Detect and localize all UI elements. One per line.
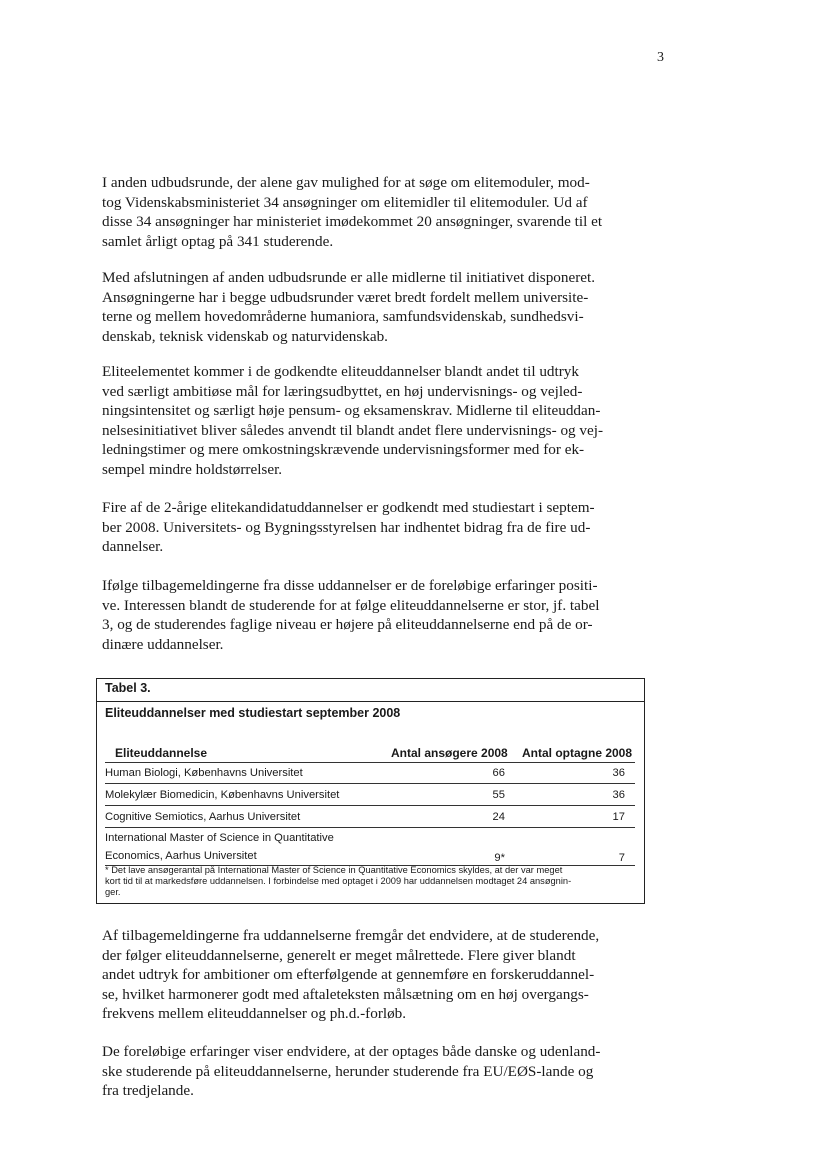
- applicants-value: 66: [492, 767, 505, 779]
- header-underline: [105, 762, 635, 763]
- program-name: Human Biologi, Københavns Universitet: [105, 767, 303, 779]
- text-line: ske studerende på eliteuddannelserne, herunder studerende fra EU/EØS-lande og: [102, 1062, 594, 1080]
- paragraph-7: [102, 1042, 642, 1101]
- paragraph-5: [102, 576, 642, 654]
- text-line: ningsintensitet og særligt høje pensum- og eksamenskrav. Midlerne til eliteuddan-: [102, 402, 601, 419]
- applicants-value: 55: [492, 789, 505, 801]
- applicants-value: 24: [492, 811, 505, 823]
- table-title: Eliteuddannelser med studiestart september 2008: [105, 706, 401, 720]
- table-header-rule: [97, 701, 644, 702]
- text-line: De foreløbige erfaringer viser endvidere, at der optages både danske og udenland-: [102, 1043, 601, 1060]
- text-line: tog Videnskabsministeriet 34 ansøgninger om elitemidler til elitemoduler. Ud af: [102, 193, 588, 211]
- text-line: frekvens mellem eliteuddannelser og ph.d.-forløb.: [102, 1005, 407, 1022]
- paragraph-3: [102, 362, 642, 479]
- text-line: Fire af de 2-årige elitekandidatuddannelser er godkendt med studiestart i septem-: [102, 499, 595, 516]
- text-line: Ansøgningerne har i begge udbudsrunder været bredt fordelt mellem universite-: [102, 288, 589, 306]
- row-underline: [105, 827, 635, 828]
- text-line: nelsesinitiativet bliver således anvendt til blandt andet flere undervisnings- og vej-: [102, 421, 604, 439]
- admitted-value: 36: [612, 789, 625, 801]
- admitted-value: 17: [612, 811, 625, 823]
- column-header-program: Eliteuddannelse: [115, 746, 208, 760]
- text-line: ledningstimer og mere omkostningskrævende undervisningsformer med for ek-: [102, 441, 585, 458]
- text-line: sempel mindre holdstørrelser.: [102, 460, 283, 478]
- applicants-value: 9*: [494, 852, 505, 864]
- text-line: 3, og de studerendes faglige niveau er højere på eliteuddannelserne end på de or-: [102, 616, 593, 633]
- admitted-value: 36: [612, 767, 625, 779]
- text-line: ber 2008. Universitets- og Bygningsstyrelsen har indhentet bidrag fra de fire ud-: [102, 518, 591, 536]
- footnote-line: ger.: [105, 886, 121, 897]
- text-line: denskab, teknisk videnskab og naturvidenskab.: [102, 327, 388, 345]
- text-line: ved særligt ambitiøse mål for læringsudbyttet, en høj undervisnings- og vejled-: [102, 382, 583, 400]
- page-number: 3: [657, 50, 664, 65]
- table-footnote: [105, 865, 635, 897]
- paragraph-1: [102, 173, 642, 251]
- text-line: dannelser.: [102, 538, 164, 555]
- program-name: Molekylær Biomedicin, Københavns Universitet: [105, 789, 340, 801]
- paragraph-4: [102, 498, 642, 557]
- row-underline: [105, 783, 635, 784]
- text-line: andet udtryk for ambitioner om efterfølgende at gennemføre en forskeruddannel-: [102, 966, 595, 983]
- text-line: Af tilbagemeldingerne fra uddannelserne fremgår det endvidere, at de studerende,: [102, 927, 600, 944]
- text-line: I anden udbudsrunde, der alene gav mulighed for at søge om elitemoduler, mod-: [102, 174, 590, 191]
- paragraph-2: [102, 268, 642, 346]
- program-name: Economics, Aarhus Universitet: [105, 850, 257, 862]
- text-line: Eliteelementet kommer i de godkendte eliteuddannelser blandt andet til udtryk: [102, 363, 579, 380]
- admitted-value: 7: [618, 852, 625, 864]
- column-header-admitted: Antal optagne 2008: [522, 746, 633, 760]
- program-name: Cognitive Semiotics, Aarhus Universitet: [105, 811, 301, 823]
- text-line: disse 34 ansøgninger har ministeriet imødekommet 20 ansøgninger, svarende til et: [102, 213, 603, 230]
- column-header-applicants: Antal ansøgere 2008: [391, 746, 508, 760]
- text-line: fra tredjelande.: [102, 1082, 194, 1099]
- text-line: der følger eliteuddannelserne, generelt er meget målrettede. Flere giver blandt: [102, 946, 576, 964]
- text-line: dinære uddannelser.: [102, 635, 224, 653]
- program-name: International Master of Science in Quantitative: [105, 832, 334, 844]
- footnote-line: * Det lave ansøgerantal på International Master of Science in Quantitative Economics skyldes, at der var meget: [105, 865, 563, 875]
- paragraph-6: [102, 926, 642, 1024]
- text-line: samlet årligt optag på 341 studerende.: [102, 232, 334, 250]
- table-label: Tabel 3.: [105, 681, 151, 695]
- table-3: [96, 678, 645, 904]
- text-line: ve. Interessen blandt de studerende for at følge eliteuddannelserne er stor, jf. tabel: [102, 596, 600, 614]
- row-underline: [105, 805, 635, 806]
- text-line: se, hvilket harmonerer godt med aftaleteksten målsætning om en høj overgangs-: [102, 985, 589, 1003]
- footnote-line: kort tid til at markedsføre uddannelsen. I forbindelse med optaget i 2009 har uddannelsen modtaget 24 ansøgnin-: [105, 875, 572, 886]
- text-line: terne og mellem hovedområderne humaniora, samfundsvidenskab, sundhedsvi-: [102, 308, 584, 325]
- text-line: Med afslutningen af anden udbudsrunde er alle midlerne til initiativet disponeret.: [102, 269, 596, 286]
- text-line: Ifølge tilbagemeldingerne fra disse uddannelser er de foreløbige erfaringer positi-: [102, 577, 598, 594]
